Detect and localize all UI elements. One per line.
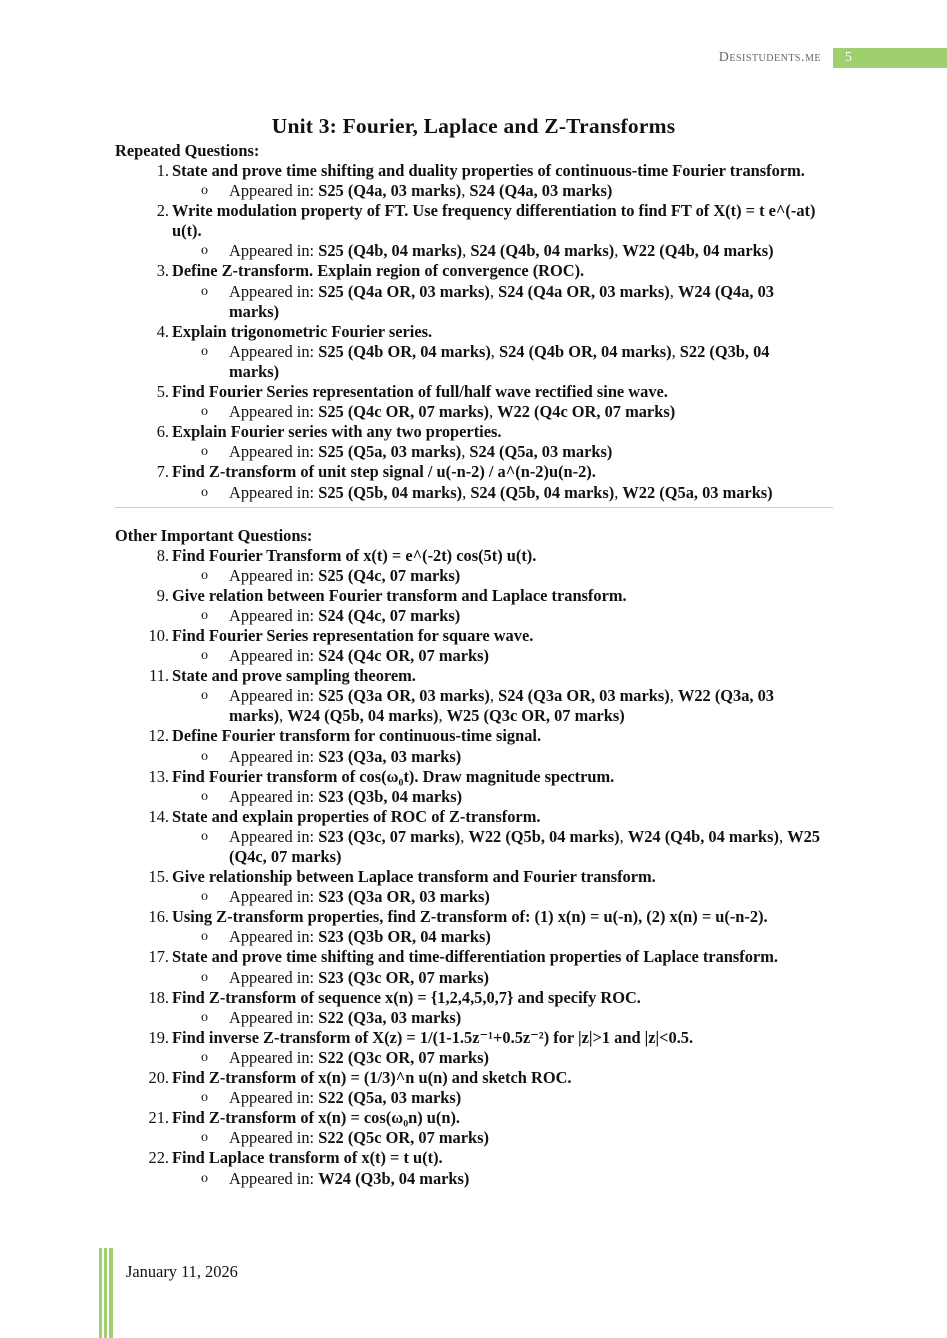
bullet-icon: o	[201, 1170, 208, 1186]
bullet-icon: o	[201, 484, 208, 500]
question-number: 19.	[148, 1027, 169, 1047]
appeared-label: Appeared in:	[229, 1047, 319, 1067]
appeared-label: Appeared in:	[229, 281, 319, 301]
appeared-label: Appeared in:	[229, 927, 319, 947]
appeared-in-line	[115, 787, 835, 807]
exam-reference: S22 (Q5a, 03 marks)	[318, 1088, 462, 1108]
appeared-label: Appeared in:	[229, 686, 319, 706]
exam-reference: S23 (Q3b, 04 marks)	[318, 786, 463, 806]
question-number: 20.	[148, 1068, 169, 1088]
appeared-label: Appeared in:	[229, 402, 319, 422]
question-item	[115, 1148, 835, 1168]
exam-reference: W24 (Q3b, 04 marks)	[318, 1168, 470, 1188]
question-number: 4.	[156, 321, 169, 341]
question-item	[115, 907, 835, 927]
question-item	[115, 947, 835, 967]
bullet-icon: o	[201, 1049, 208, 1065]
question-item	[115, 422, 835, 442]
exam-reference: S24 (Q4a, 03 marks)	[469, 181, 613, 201]
question-item	[115, 546, 835, 566]
question-number: 13.	[148, 766, 169, 786]
footer-date: January 11, 2026	[126, 1262, 238, 1281]
appeared-label: Appeared in:	[229, 341, 319, 361]
appeared-label: Appeared in:	[229, 746, 319, 766]
exam-reference: S25 (Q4c OR, 07 marks)	[318, 402, 489, 422]
question-item	[115, 666, 835, 686]
exam-reference: S24 (Q3a OR, 03 marks)	[498, 686, 670, 706]
exam-reference: W24 (Q4b, 04 marks)	[627, 826, 780, 846]
question-number: 2.	[156, 201, 169, 221]
exam-reference: S25 (Q4a, 03 marks)	[318, 181, 462, 201]
exam-reference: S24 (Q5b, 04 marks)	[470, 482, 615, 502]
appeared-label: Appeared in:	[229, 1007, 319, 1027]
exam-reference: S24 (Q4b, 04 marks)	[470, 241, 615, 261]
question-number: 1.	[156, 161, 169, 180]
question-item	[115, 382, 835, 402]
appeared-in-line: o Appeared in: S25 (Q4c OR, 07 marks), W22 (Q4c OR, 07 marks)	[201, 402, 676, 422]
question-text: Give relationship between Laplace transform and Fourier transform.	[172, 867, 656, 887]
bullet-icon: o	[201, 444, 208, 460]
page-header	[0, 48, 947, 70]
appeared-label: Appeared in:	[229, 786, 319, 806]
appeared-in-line	[115, 606, 835, 626]
question-number: 7.	[156, 462, 169, 482]
question-item	[115, 988, 835, 1008]
question-number: 10.	[148, 625, 169, 645]
bullet-icon: o	[201, 788, 208, 804]
question-text: Find Z-transform of x(n) = (1/3)^n u(n) and sketch ROC.	[172, 1068, 572, 1088]
question-text: Define Fourier transform for continuous-time signal.	[172, 726, 542, 746]
exam-reference: S22 (Q3a, 03 marks)	[318, 1007, 462, 1027]
appeared-in-line	[115, 747, 835, 767]
bullet-icon: o	[201, 688, 208, 704]
question-item	[115, 1028, 835, 1048]
question-number: 5.	[156, 382, 169, 402]
question-text: Define Z-transform. Explain region of convergence (ROC).	[172, 261, 585, 281]
question-item	[115, 161, 835, 181]
bullet-icon: o	[201, 183, 208, 199]
exam-reference: S22 (Q5c OR, 07 marks)	[318, 1128, 489, 1148]
question-text: Find inverse Z-transform of X(z) = 1/(1-1.5z⁻¹+0.5z⁻²) for |z|>1 and |z|<0.5.	[172, 1027, 694, 1047]
appeared-label: Appeared in:	[229, 605, 319, 625]
exam-reference: S22 (Q3c OR, 07 marks)	[318, 1047, 489, 1067]
exam-reference: S23 (Q3c, 07 marks)	[318, 826, 461, 846]
question-item	[115, 261, 835, 281]
question-item	[115, 1068, 835, 1088]
exam-reference: S25 (Q4c, 07 marks)	[318, 565, 461, 585]
question-number: 12.	[148, 726, 169, 746]
question-item	[115, 322, 835, 342]
question-text: Using Z-transform properties, find Z-transform of: (1) x(n) = u(-n), (2) x(n) = u(-n-2).	[172, 907, 768, 927]
bullet-icon: o	[201, 748, 208, 764]
question-item	[115, 726, 835, 746]
footer-decoration	[99, 1248, 115, 1338]
question-item	[115, 807, 835, 827]
bullet-icon: o	[201, 969, 208, 985]
question-item	[115, 462, 835, 482]
bullet-icon: o	[201, 283, 208, 299]
appeared-label: Appeared in:	[229, 1088, 319, 1108]
exam-reference: S23 (Q3b OR, 04 marks)	[318, 927, 491, 947]
bullet-icon: o	[201, 648, 208, 664]
appeared-in-line	[115, 1048, 835, 1068]
appeared-in-line: o Appeared in: S25 (Q4b, 04 marks), S24 (Q4b, 04 marks), W22 (Q4b, 04 marks)	[201, 241, 774, 261]
exam-reference: S25 (Q5b, 04 marks)	[318, 482, 463, 502]
question-number: 17.	[148, 947, 169, 967]
exam-reference: W22 (Q4c OR, 07 marks)	[497, 402, 676, 422]
bullet-icon: o	[201, 607, 208, 623]
question-text: Find Fourier Transform of x(t) = e^(-2t) cos(5t) u(t).	[172, 545, 537, 565]
exam-reference: W24 (Q4a, 03 marks)	[229, 281, 775, 321]
question-text: Write modulation property of FT. Use frequency differentiation to find FT of X(t) = t e^(-at) u(t).	[172, 201, 816, 241]
question-text: Explain trigonometric Fourier series.	[172, 321, 433, 341]
appeared-in-line	[115, 968, 835, 988]
appeared-in-line: o Appeared in: S25 (Q5a, 03 marks), S24 (Q5a, 03 marks)	[201, 442, 613, 462]
site-name: Desistudents.me	[718, 50, 821, 65]
exam-reference: S23 (Q3a, 03 marks)	[318, 746, 462, 766]
section-heading: Repeated Questions:	[115, 141, 260, 160]
appeared-label: Appeared in:	[229, 241, 319, 261]
exam-reference: S22 (Q3b, 04 marks)	[229, 341, 770, 381]
appeared-in-line: o Appeared in: S25 (Q5b, 04 marks), S24 (Q5b, 04 marks), W22 (Q5a, 03 marks)	[201, 482, 773, 502]
question-item	[115, 626, 835, 646]
question-number: 3.	[156, 261, 169, 281]
question-number: 14.	[148, 806, 169, 826]
appeared-label: Appeared in:	[229, 442, 319, 462]
exam-reference: S25 (Q4b, 04 marks)	[318, 241, 463, 261]
appeared-label: Appeared in:	[229, 826, 319, 846]
exam-reference: S25 (Q5a, 03 marks)	[318, 442, 462, 462]
exam-reference: S25 (Q4a OR, 03 marks)	[318, 281, 490, 301]
exam-reference: W22 (Q3a, 03 marks)	[229, 686, 775, 726]
appeared-label: Appeared in:	[229, 482, 319, 502]
exam-reference: W22 (Q4b, 04 marks)	[622, 241, 774, 261]
bullet-icon: o	[201, 1090, 208, 1106]
question-text: State and explain properties of ROC of Z-transform.	[172, 806, 541, 826]
bullet-icon: o	[201, 567, 208, 583]
appeared-in-line: o Appeared in: S25 (Q4a OR, 03 marks), S24 (Q4a OR, 03 marks), W24 (Q4a, 03 marks)	[201, 281, 775, 321]
bullet-icon: o	[201, 889, 208, 905]
question-text: Find Fourier Series representation for square wave.	[172, 625, 534, 645]
appeared-in-line	[115, 646, 835, 666]
page-title: Unit 3: Fourier, Laplace and Z-Transforms	[271, 114, 676, 138]
section-divider	[115, 507, 833, 508]
question-text: Find Z-transform of sequence x(n) = {1,2,4,5,0,7} and specify ROC.	[172, 987, 641, 1007]
question-text: Find Laplace transform of x(t) = t u(t).	[172, 1148, 443, 1168]
question-text: State and prove sampling theorem.	[172, 666, 416, 686]
bullet-icon: o	[201, 1009, 208, 1025]
bullet-icon: o	[201, 404, 208, 420]
exam-reference: S23 (Q3a OR, 03 marks)	[318, 887, 490, 907]
exam-reference: W22 (Q5b, 04 marks)	[468, 826, 620, 846]
appeared-in-line	[115, 887, 835, 907]
appeared-label: Appeared in:	[229, 887, 319, 907]
question-text: Find Z-transform of x(n) = cos(ω₀n) u(n).	[172, 1108, 461, 1128]
question-item	[115, 867, 835, 887]
question-item	[115, 767, 835, 787]
question-item	[115, 1108, 835, 1128]
appeared-in-line: o Appeared in: S25 (Q4b OR, 04 marks), S24 (Q4b OR, 04 marks), S22 (Q3b, 04 marks)	[201, 341, 770, 381]
question-text: State and prove time shifting and time-differentiation properties of Laplace transform.	[172, 947, 778, 967]
exam-reference: S24 (Q4c, 07 marks)	[318, 605, 461, 625]
question-number: 18.	[148, 987, 169, 1007]
exam-reference: S25 (Q3a OR, 03 marks)	[318, 686, 490, 706]
question-number: 22.	[148, 1148, 169, 1168]
section-heading: Other Important Questions:	[115, 525, 313, 545]
question-number: 21.	[148, 1108, 169, 1128]
question-number: 6.	[156, 422, 169, 442]
bullet-icon: o	[201, 1130, 208, 1146]
bullet-icon: o	[201, 343, 208, 359]
exam-reference: S24 (Q4b OR, 04 marks)	[499, 341, 672, 361]
appeared-label: Appeared in:	[229, 181, 319, 201]
exam-reference: S24 (Q5a, 03 marks)	[469, 442, 613, 462]
question-text: Find Z-transform of unit step signal / u(-n-2) / a^(n-2)u(n-2).	[172, 462, 596, 482]
question-item	[115, 201, 835, 241]
bullet-icon: o	[201, 243, 208, 259]
appeared-in-line	[115, 1008, 835, 1028]
appeared-label: Appeared in:	[229, 967, 319, 987]
appeared-label: Appeared in:	[229, 1168, 319, 1188]
appeared-in-line	[115, 566, 835, 586]
question-number: 15.	[148, 867, 169, 887]
exam-reference: S25 (Q4b OR, 04 marks)	[318, 341, 491, 361]
question-text: State and prove time shifting and duality properties of continuous-time Fourier transform.	[172, 161, 805, 180]
exam-reference: W25 (Q4c, 07 marks)	[229, 826, 820, 866]
appeared-in-line	[115, 1169, 835, 1189]
appeared-in-line: o Appeared in: S25 (Q4a, 03 marks), S24 (Q4a, 03 marks)	[201, 181, 613, 201]
appeared-label: Appeared in:	[229, 646, 319, 666]
appeared-label: Appeared in:	[229, 565, 319, 585]
appeared-in-line: o Appeared in: S23 (Q3c, 07 marks), W22 (Q5b, 04 marks), W24 (Q4b, 04 marks), W25 (Q4c, 07 marks)	[201, 826, 820, 866]
question-text: Find Fourier Series representation of full/half wave rectified sine wave.	[172, 382, 668, 402]
questions-content	[115, 141, 835, 1189]
question-item	[115, 586, 835, 606]
bullet-icon: o	[201, 828, 208, 844]
bullet-icon: o	[201, 929, 208, 945]
appeared-in-line	[115, 1128, 835, 1148]
page-number: 5	[833, 48, 947, 68]
exam-reference: S24 (Q4a OR, 03 marks)	[498, 281, 670, 301]
appeared-in-line: o Appeared in: S25 (Q3a OR, 03 marks), S24 (Q3a OR, 03 marks), W22 (Q3a, 03 marks), W24 (Q5b, 04 marks), W25 (Q3c OR, 07 marks)	[201, 686, 775, 726]
question-number: 11.	[149, 666, 169, 686]
appeared-label: Appeared in:	[229, 1128, 319, 1148]
exam-reference: W22 (Q5a, 03 marks)	[622, 482, 773, 502]
question-text: Explain Fourier series with any two properties.	[172, 422, 502, 442]
appeared-in-line	[115, 927, 835, 947]
question-number: 8.	[156, 545, 169, 565]
exam-reference: S23 (Q3c OR, 07 marks)	[318, 967, 489, 987]
appeared-in-line	[115, 1088, 835, 1108]
question-text: Give relation between Fourier transform and Laplace transform.	[172, 585, 627, 605]
question-text: Find Fourier transform of cos(ω₀t). Draw magnitude spectrum.	[172, 766, 615, 786]
exam-reference: W25 (Q3c OR, 07 marks)	[446, 706, 625, 726]
exam-reference: W24 (Q5b, 04 marks)	[287, 706, 439, 726]
exam-reference: S24 (Q4c OR, 07 marks)	[318, 646, 489, 666]
question-number: 9.	[156, 585, 169, 605]
question-number: 16.	[148, 907, 169, 927]
